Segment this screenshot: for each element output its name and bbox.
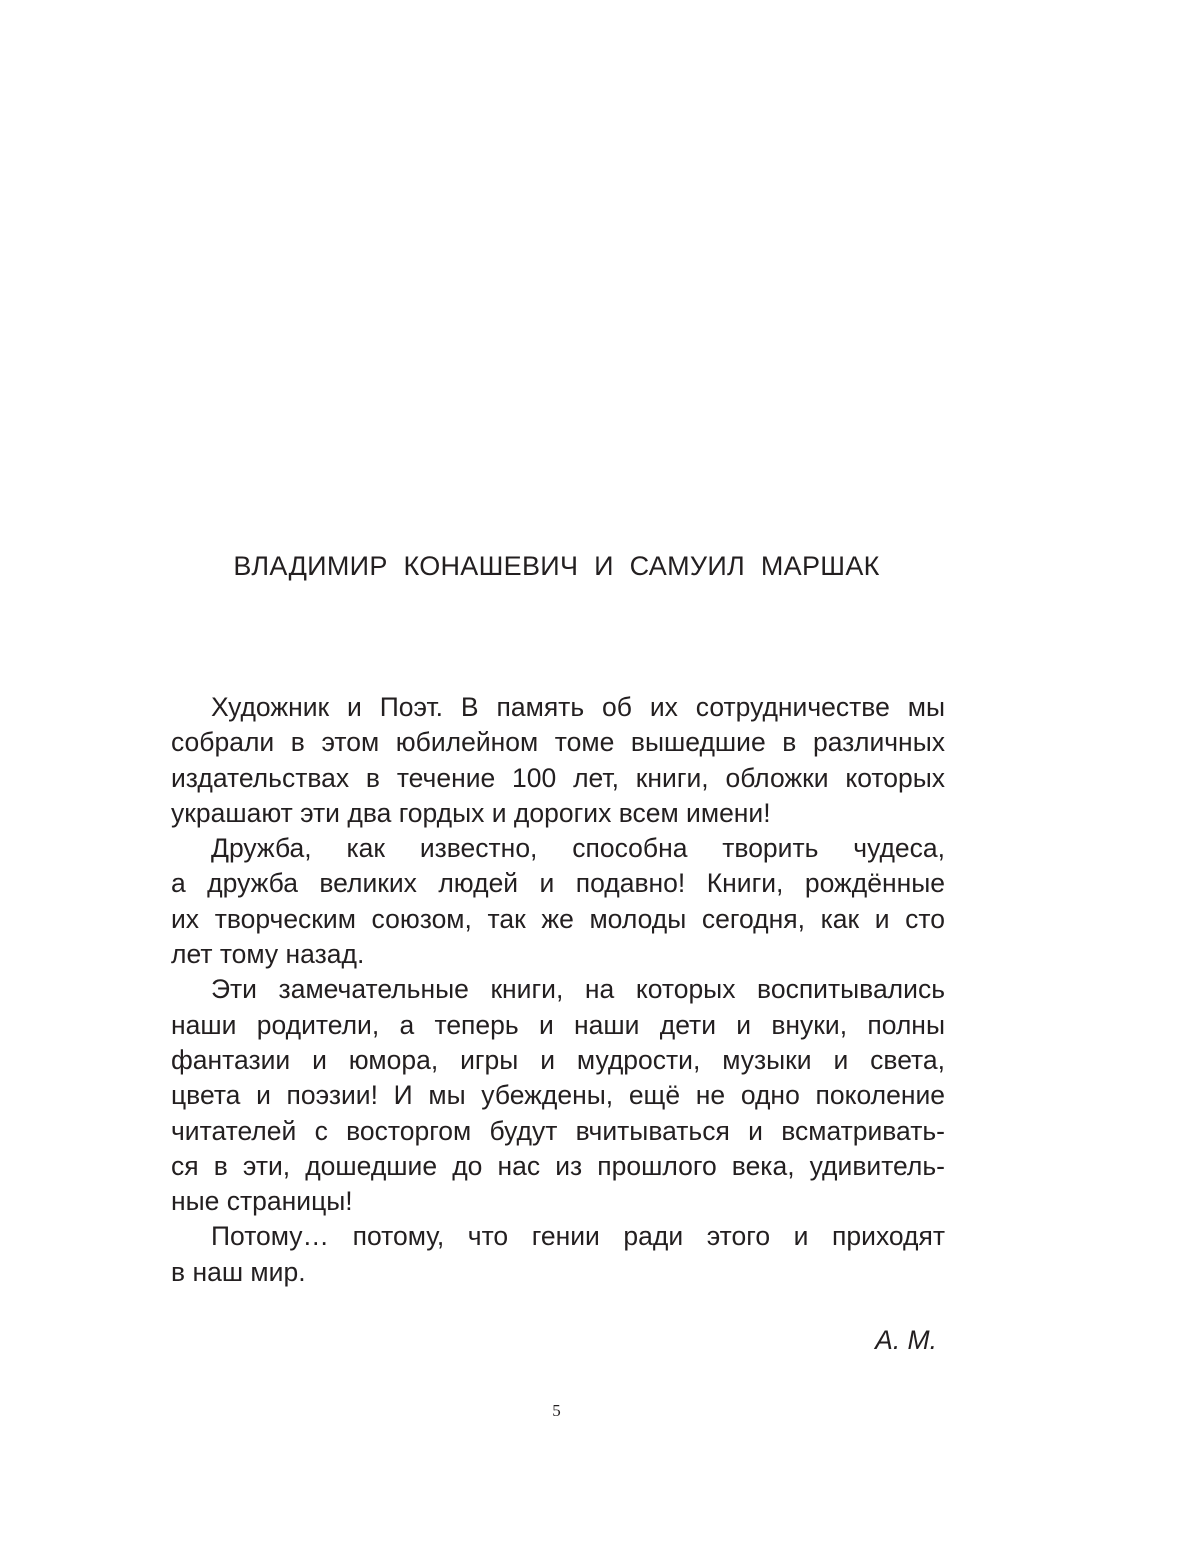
text-line: Потому… потому, что гении ради этого и приходят [211,1221,945,1252]
text-line: ные страницы! [171,1186,353,1217]
text-line: их творческим союзом, так же молоды сегодня, как и сто [171,903,945,934]
text-line: Эти замечательные книги, на которых воспитывались [211,974,945,1005]
paragraph [171,831,945,972]
paragraph [171,690,945,831]
page-number: 5 [552,1401,561,1420]
text-line: собрали в этом юбилейном томе вышедшие в различных [171,727,945,758]
body-text [171,690,945,1290]
author-signature: А. М. [875,1325,937,1355]
paragraph [171,972,945,1219]
text-line: наши родители, а теперь и наши дети и внуки, полны [171,1009,945,1040]
text-line: украшают эти два гордых и дорогих всем имени! [171,797,771,828]
text-line: ся в эти, дошедшие до нас из прошлого века, удивитель- [171,1150,945,1181]
page-title: ВЛАДИМИР КОНАШЕВИЧ И САМУИЛ МАРШАК [233,551,880,581]
text-line: лет тому назад. [171,939,365,970]
text-line: издательствах в течение 100 лет, книги, обложки которых [171,762,945,793]
text-line: в наш мир. [171,1256,306,1287]
text-line: фантазии и юмора, игры и мудрости, музыки и света, [171,1044,945,1075]
text-line: читателей с восторгом будут вчитываться и всматривать- [171,1115,945,1146]
text-line: а дружба великих людей и подавно! Книги, рождённые [171,868,945,899]
paragraph [171,1219,945,1290]
text-line: Дружба, как известно, способна творить чудеса, [211,833,945,864]
text-line: Художник и Поэт. В память об их сотрудничестве мы [211,692,945,722]
text-line: цвета и поэзии! И мы убеждены, ещё не одно поколение [171,1080,945,1111]
